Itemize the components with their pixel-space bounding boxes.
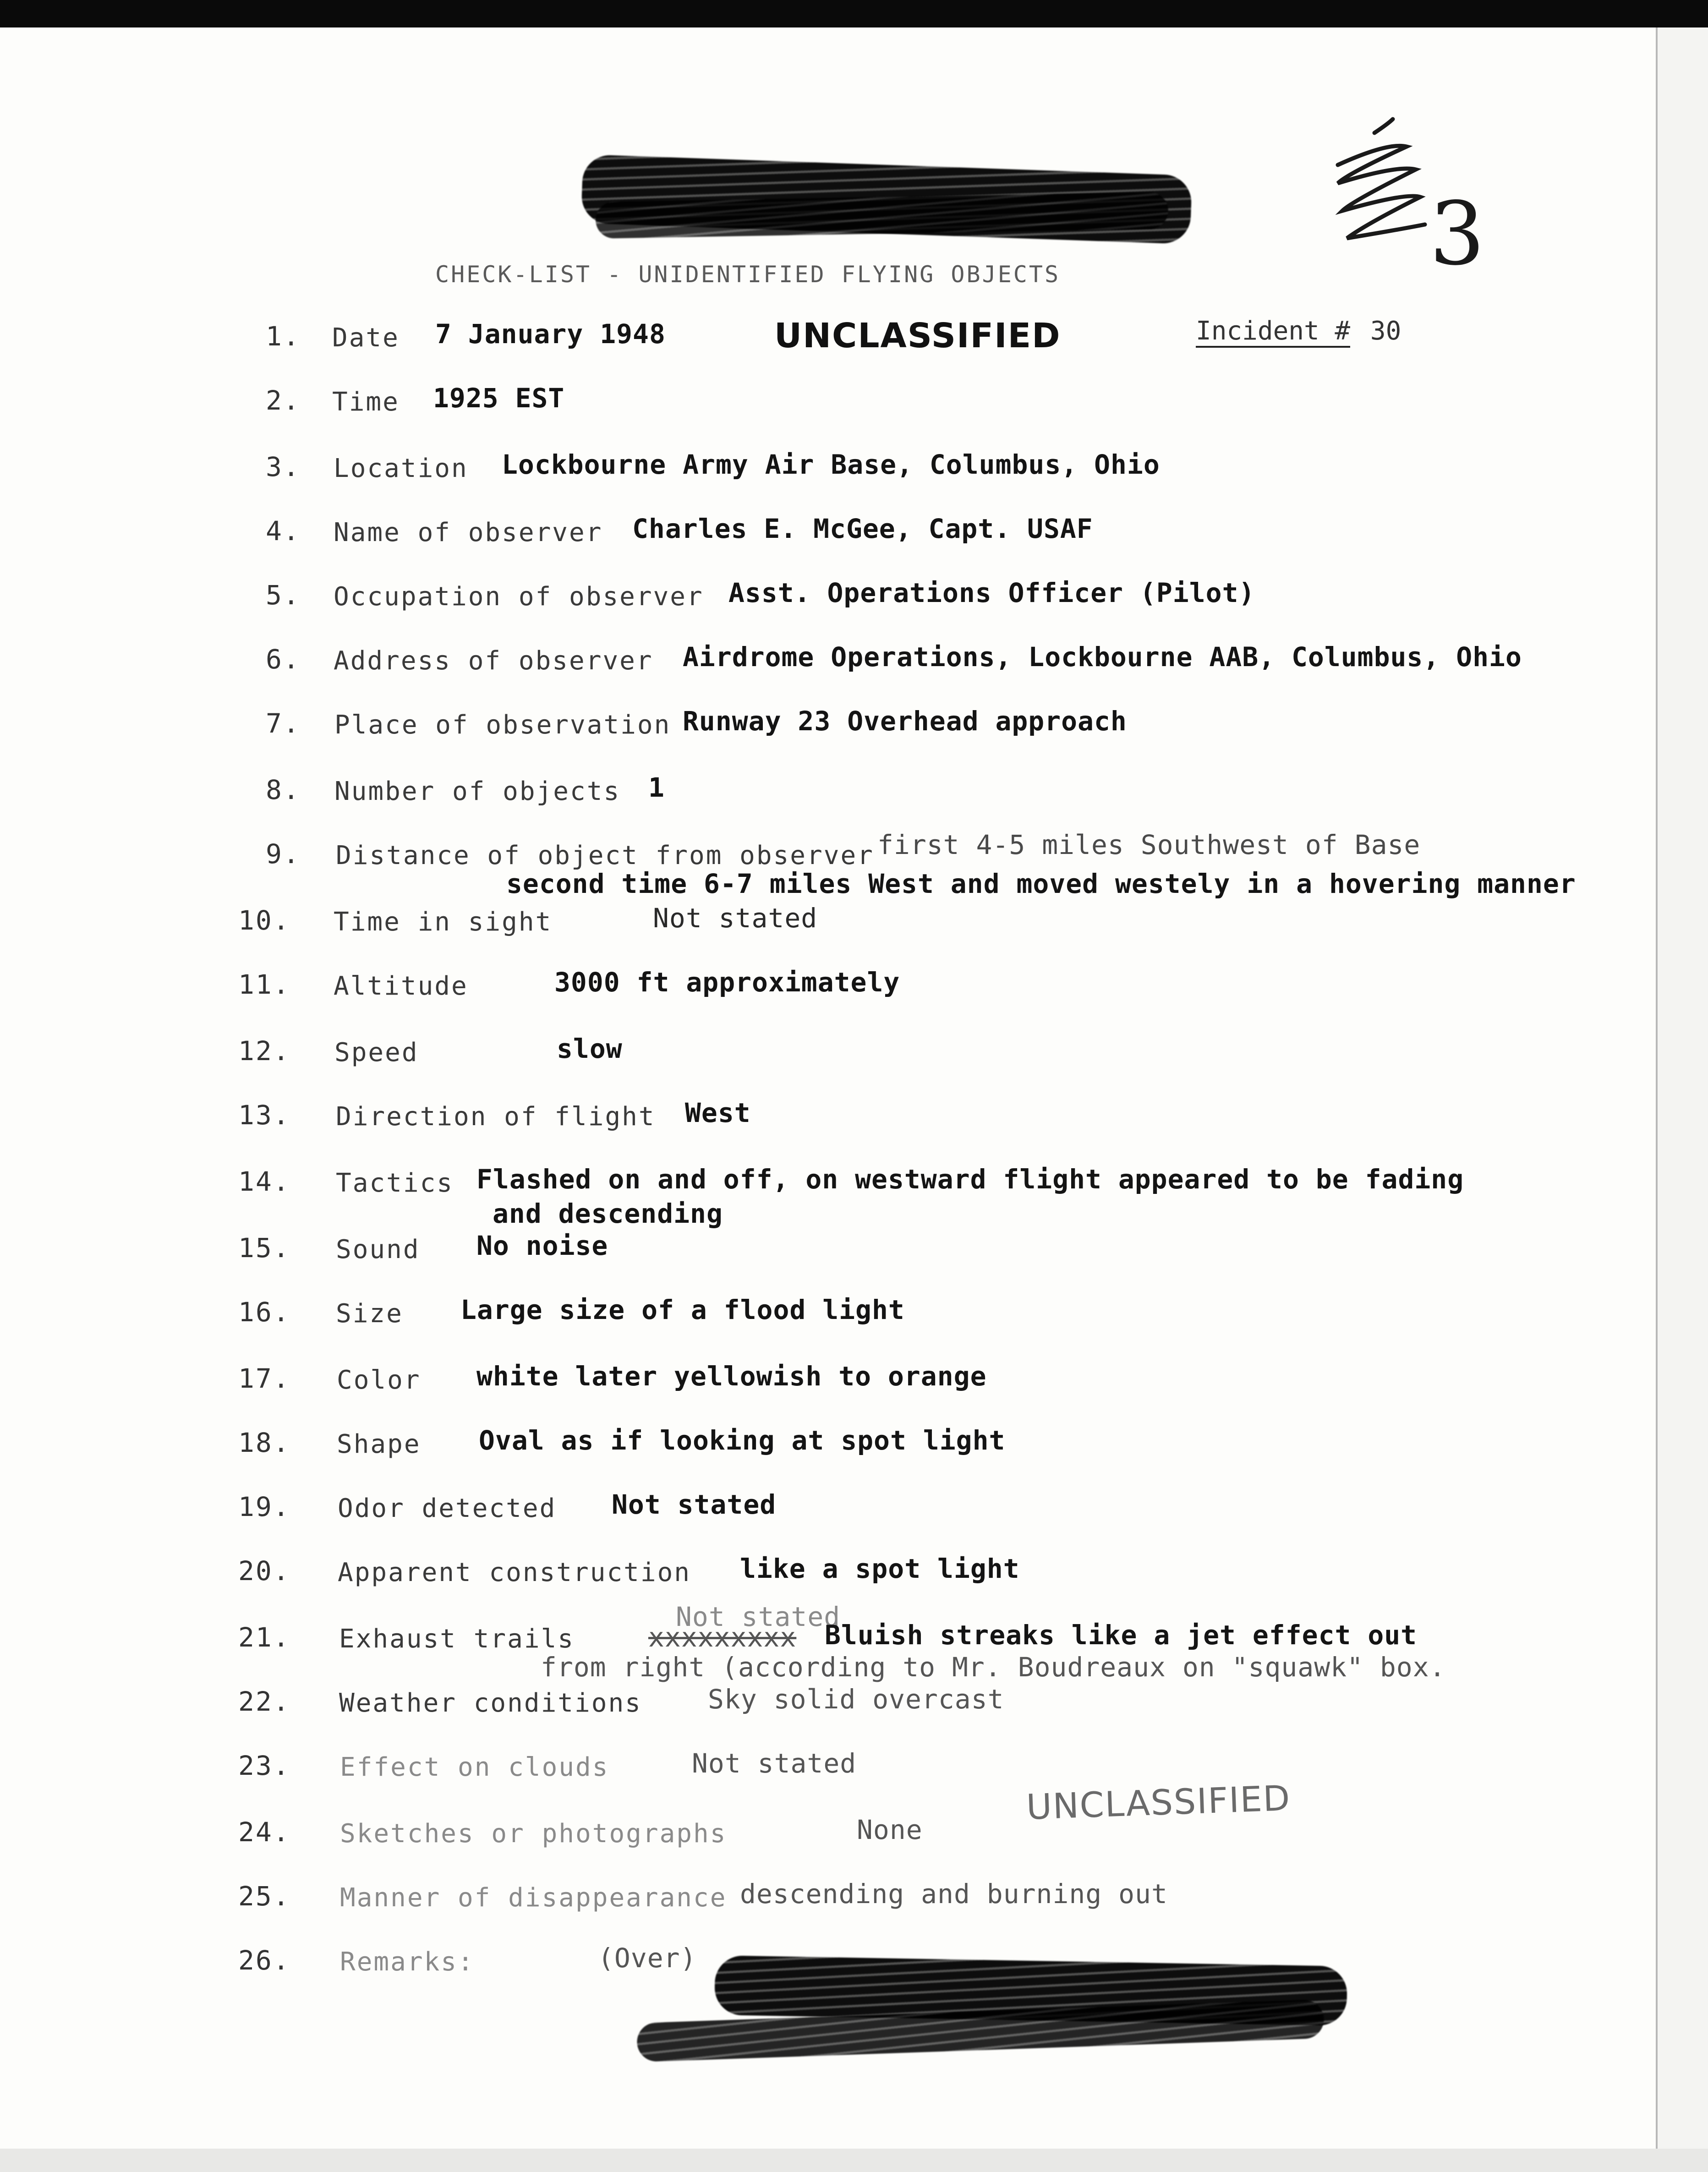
- item-label: Distance of object from observer: [336, 841, 874, 870]
- item-value: white later yellowish to orange: [476, 1361, 987, 1392]
- item-number: 24.: [238, 1816, 290, 1848]
- item-value: Bluish streaks like a jet effect out: [825, 1619, 1418, 1651]
- item-value: West: [685, 1097, 751, 1128]
- item-label: Address of observer: [334, 646, 653, 676]
- item-value: Not stated: [692, 1748, 857, 1779]
- item-number: 10.: [238, 905, 290, 936]
- item-value: Not stated: [612, 1489, 777, 1520]
- item-value-continued: and descending: [493, 1198, 723, 1229]
- item-number: 21.: [238, 1622, 290, 1653]
- item-number: 16.: [238, 1297, 290, 1328]
- item-label: Size: [336, 1299, 403, 1329]
- item-value: descending and burning out: [740, 1878, 1168, 1909]
- item-value: 7 January 1948: [435, 318, 666, 350]
- item-number: 15.: [238, 1232, 290, 1264]
- item-number: 22.: [238, 1686, 290, 1717]
- item-value: (Over): [598, 1942, 697, 1974]
- item-number: 25.: [238, 1881, 290, 1912]
- item-label: Exhaust trails: [339, 1624, 575, 1654]
- item-label: Date: [332, 323, 400, 353]
- item-value: Runway 23 Overhead approach: [683, 706, 1127, 737]
- item-number: 2.: [266, 385, 301, 416]
- item-number: 3.: [266, 451, 301, 482]
- item-value: Sky solid overcast: [708, 1684, 1004, 1715]
- item-label: Effect on clouds: [340, 1752, 609, 1782]
- item-struck-text: xxxxxxxxx: [648, 1622, 797, 1653]
- item-number: 12.: [238, 1035, 290, 1067]
- item-number: 14.: [238, 1166, 290, 1197]
- item-number: 1.: [266, 321, 301, 352]
- item-number: 26.: [238, 1945, 290, 1976]
- item-label: Shape: [337, 1429, 421, 1459]
- item-label: Number of objects: [334, 777, 621, 806]
- item-number: 17.: [238, 1363, 290, 1394]
- item-value: slow: [557, 1033, 623, 1064]
- item-label: Odor detected: [338, 1494, 557, 1523]
- item-label: Weather conditions: [339, 1688, 642, 1718]
- item-value-continued: from right (according to Mr. Boudreaux on "squawk" box.: [541, 1652, 1446, 1683]
- item-number: 18.: [238, 1427, 290, 1458]
- item-number: 6.: [266, 644, 301, 675]
- item-number: 8.: [266, 774, 301, 805]
- item-label: Place of observation: [334, 710, 671, 740]
- item-label: Color: [337, 1365, 421, 1395]
- item-value: Not stated: [653, 903, 818, 934]
- item-value: first 4-5 miles Southwest of Base: [877, 829, 1421, 860]
- item-value: Oval as if looking at spot light: [479, 1425, 1006, 1456]
- document-heading: CHECK-LIST - UNIDENTIFIED FLYING OBJECTS: [435, 261, 1061, 288]
- item-value: Large size of a flood light: [460, 1294, 905, 1325]
- item-value: 1925 EST: [433, 383, 565, 414]
- item-number: 4.: [266, 515, 301, 547]
- item-value: Asst. Operations Officer (Pilot): [728, 577, 1255, 608]
- scan-right-margin: [1656, 27, 1708, 2172]
- item-value-continued: second time 6-7 miles West and moved westely in a hovering manner: [506, 868, 1576, 899]
- item-number: 20.: [238, 1555, 290, 1587]
- item-number: 13.: [238, 1100, 290, 1131]
- item-label: Occupation of observer: [334, 582, 704, 612]
- item-label: Manner of disappearance: [340, 1883, 727, 1913]
- item-value: like a spot light: [740, 1553, 1020, 1584]
- item-label: Tactics: [336, 1168, 454, 1198]
- item-label: Direction of flight: [336, 1102, 656, 1132]
- item-value: Lockbourne Army Air Base, Columbus, Ohio: [502, 449, 1160, 480]
- item-label: Altitude: [334, 971, 468, 1001]
- item-label: Apparent construction: [338, 1558, 691, 1587]
- item-value: Charles E. McGee, Capt. USAF: [632, 513, 1093, 544]
- item-label: Speed: [334, 1038, 419, 1067]
- item-label: Remarks:: [340, 1947, 475, 1977]
- item-value: No noise: [476, 1230, 608, 1261]
- item-value: 3000 ft approximately: [554, 967, 900, 998]
- item-label: Name of observer: [334, 518, 603, 547]
- item-label: Sketches or photographs: [340, 1819, 727, 1849]
- item-number: 7.: [266, 708, 301, 739]
- scan-bottom-margin: [0, 2149, 1708, 2172]
- item-number: 23.: [238, 1750, 290, 1781]
- item-value: None: [857, 1814, 923, 1845]
- classification-stamp-bottom: UNCLASSIFIED: [1025, 1777, 1292, 1828]
- item-value: 1: [648, 772, 665, 803]
- handwritten-number: 3: [1429, 183, 1485, 284]
- classification-stamp-top: UNCLASSIFIED: [774, 316, 1061, 356]
- item-overtyped-text: Not stated: [676, 1601, 841, 1632]
- incident-number-block: [1196, 316, 1401, 346]
- item-label: Location: [334, 454, 468, 483]
- incident-number: 30: [1370, 316, 1401, 346]
- item-label: Sound: [336, 1235, 420, 1264]
- item-number: 11.: [238, 969, 290, 1000]
- item-value: Airdrome Operations, Lockbourne AAB, Columbus, Ohio: [683, 641, 1522, 673]
- item-number: 5.: [266, 580, 301, 611]
- item-number: 9.: [266, 838, 301, 870]
- incident-label: Incident #: [1196, 316, 1350, 348]
- item-number: 19.: [238, 1491, 290, 1522]
- item-value: Flashed on and off, on westward flight appeared to be fading: [476, 1164, 1464, 1195]
- item-label: Time: [332, 387, 400, 417]
- item-label: Time in sight: [334, 907, 553, 937]
